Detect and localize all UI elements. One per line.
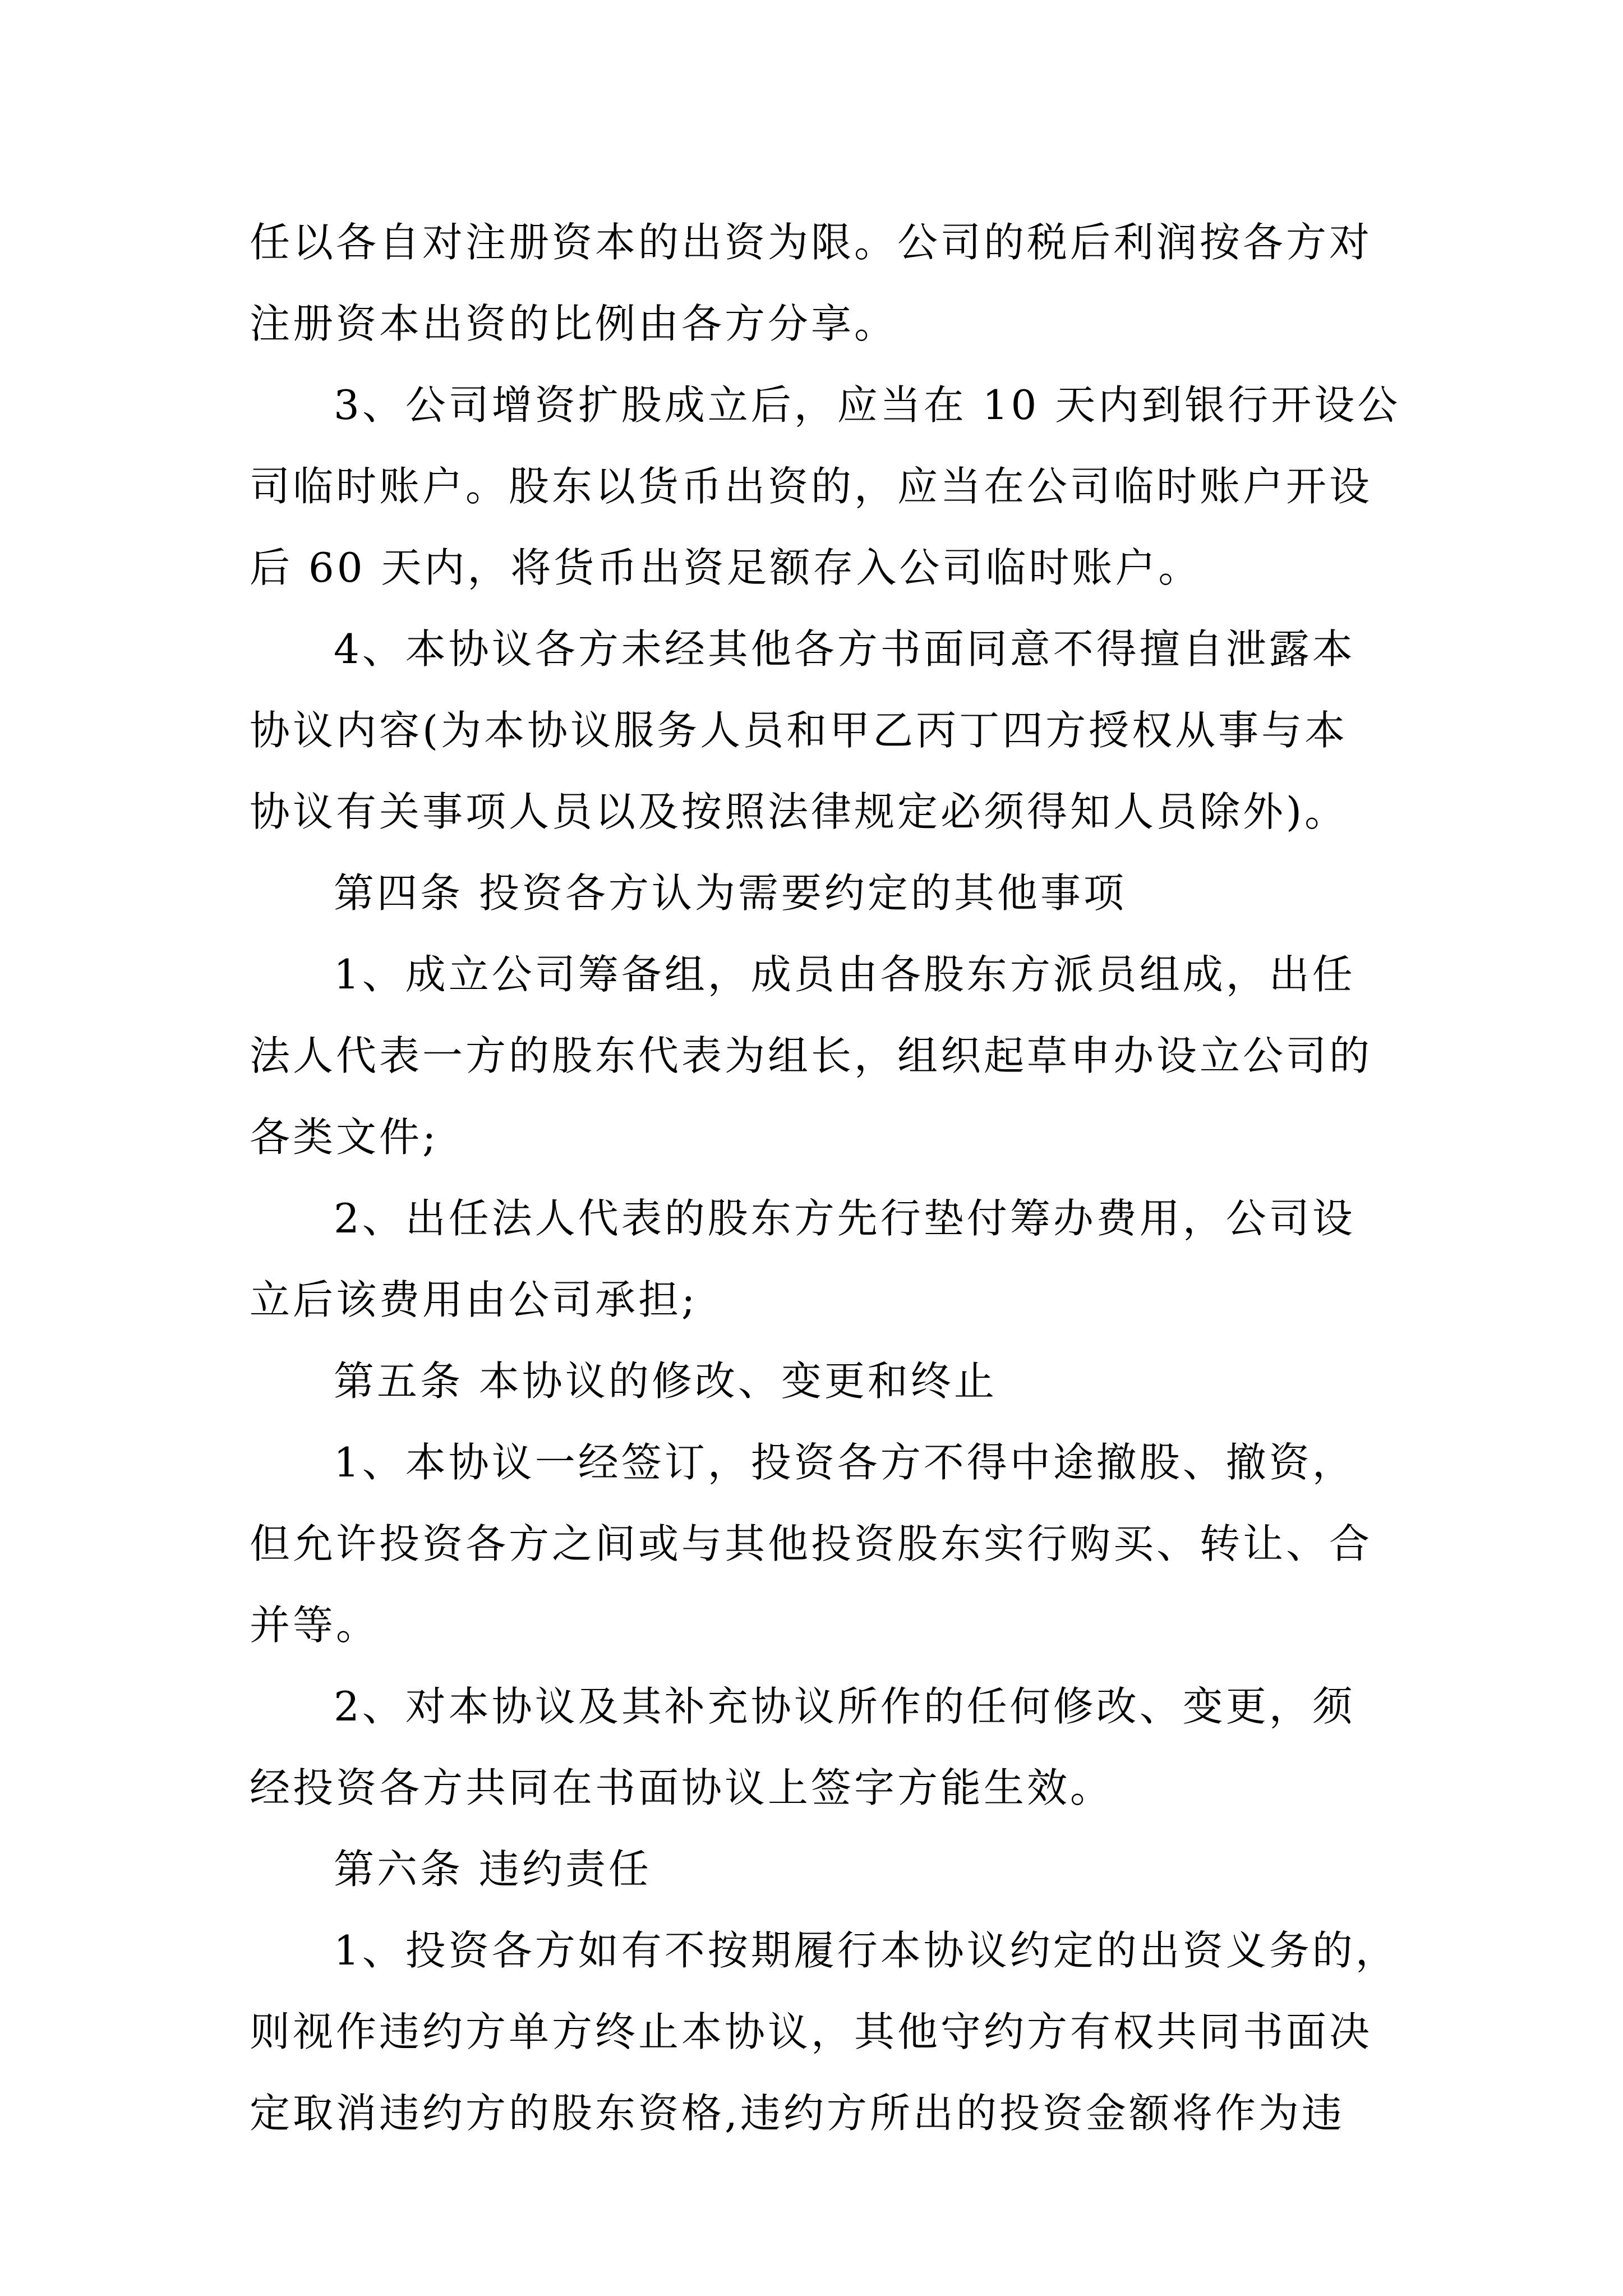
document-body	[250, 202, 1401, 2154]
paragraph-start-line: 1、成立公司筹备组，成员由各股东方派员组成，出任	[334, 951, 1355, 998]
paragraph-start-line: 2、对本协议及其补充协议所作的任何修改、变更，须	[334, 1683, 1355, 1730]
article-heading: 第四条 投资各方认为需要约定的其他事项	[334, 869, 1127, 917]
paragraph-start-line: 2、出任法人代表的股东方先行垫付筹办费用，公司设	[334, 1195, 1355, 1242]
text-line: 后 60 天内，将货币出资足额存入公司临时账户。	[250, 544, 1202, 591]
text-line: 定取消违约方的股东资格,违约方所出的投资金额将作为违	[250, 2090, 1345, 2137]
paragraph-start-line: 1、本协议一经签订，投资各方不得中途撤股、撤资，	[334, 1439, 1355, 1486]
text-line: 注册资本出资的比例由各方分享。	[250, 300, 898, 347]
paragraph-start-line: 4、本协议各方未经其他各方书面同意不得擅自泄露本	[334, 625, 1355, 673]
article-heading: 第五条 本协议的修改、变更和终止	[334, 1358, 997, 1405]
text-line: 但允许投资各方之间或与其他投资股东实行购买、转让、合	[250, 1520, 1373, 1567]
text-line: 任以各自对注册资本的出资为限。公司的税后利润按各方对	[250, 219, 1373, 266]
text-line: 立后该费用由公司承担;	[250, 1276, 698, 1323]
text-line: 法人代表一方的股东代表为组长，组织起草申办设立公司的	[250, 1032, 1373, 1079]
text-line: 则视作违约方单方终止本协议，其他守约方有权共同书面决	[250, 2008, 1373, 2055]
text-line: 司临时账户。股东以货币出资的，应当在公司临时账户开设	[250, 463, 1373, 510]
article-heading: 第六条 违约责任	[334, 1846, 652, 1893]
paragraph-start-line: 1、投资各方如有不按期履行本协议约定的出资义务的，	[334, 1927, 1399, 1974]
text-line: 协议有关事项人员以及按照法律规定必须得知人员除外)。	[250, 788, 1348, 835]
text-line: 协议内容(为本协议服务人员和甲乙丙丁四方授权从事与本	[250, 707, 1348, 754]
text-line: 并等。	[250, 1602, 380, 1649]
text-line: 各类文件;	[250, 1114, 439, 1161]
paragraph-start-line: 3、公司增资扩股成立后，应当在 10 天内到银行开设公	[334, 381, 1401, 429]
text-line: 经投资各方共同在书面协议上签字方能生效。	[250, 1764, 1114, 1811]
